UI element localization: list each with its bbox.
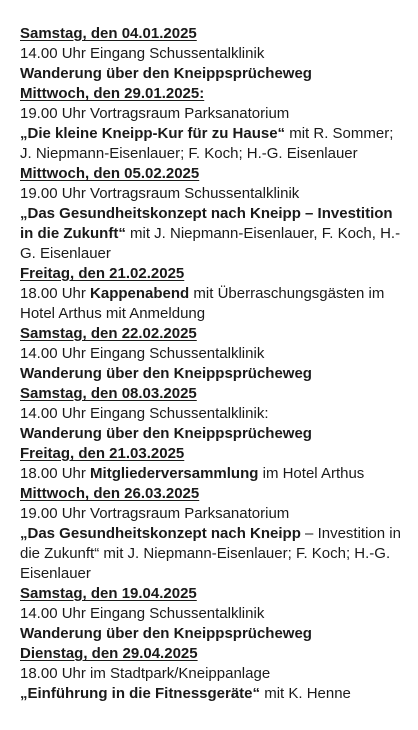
event-detail-text: 19.00 Uhr Vortragsraum Parksanatorium (20, 105, 290, 122)
event-date: Freitag, den 21.03.2025 (20, 445, 185, 462)
event-entry (20, 324, 408, 384)
event-date: Mittwoch, den 26.03.2025 (20, 485, 200, 502)
event-title: Wanderung über den Kneippsprücheweg (20, 65, 312, 82)
event-detail-line (20, 44, 408, 64)
event-entry (20, 84, 408, 164)
event-date: Mittwoch, den 05.02.2025 (20, 165, 200, 182)
event-detail-line (20, 364, 408, 384)
event-detail-text: mit K. Henne (260, 685, 351, 702)
event-title: „Die kleine Kneipp-Kur für zu Hause“ (20, 125, 286, 142)
event-detail-text: 14.00 Uhr Eingang Schussentalklinik (20, 345, 265, 362)
event-detail-line (20, 284, 408, 324)
event-date: Samstag, den 08.03.2025 (20, 385, 197, 402)
event-detail-line (20, 604, 408, 624)
event-detail-line (20, 624, 408, 644)
event-detail-line (20, 184, 408, 204)
event-detail-text: 19.00 Uhr Vortragsraum Schussentalklinik (20, 185, 300, 202)
event-title: Wanderung über den Kneippsprücheweg (20, 625, 312, 642)
event-detail-text: mit Überraschungsgästen im Hotel Arthus mit Anmeldung (20, 285, 385, 322)
event-detail-text: 18.00 Uhr im Stadtpark/Kneippanlage (20, 665, 271, 682)
event-title: Wanderung über den Kneippsprücheweg (20, 365, 312, 382)
event-detail-text: mit R. Sommer; J. Niepmann-Eisenlauer; F. Koch; H.-G. Eisenlauer (20, 125, 394, 162)
event-detail-text: 14.00 Uhr Eingang Schussentalklinik (20, 45, 265, 62)
event-detail-line (20, 404, 408, 424)
event-detail-line (20, 204, 408, 264)
event-detail-text: 18.00 Uhr (20, 285, 91, 302)
event-entry (20, 444, 408, 484)
event-date: Mittwoch, den 29.01.2025: (20, 85, 205, 102)
event-detail-text: mit J. Niepmann-Eisenlauer, F. Koch, H.-G. Eisenlauer (20, 225, 401, 262)
event-entry (20, 584, 408, 644)
event-detail-text: im Hotel Arthus (258, 465, 365, 482)
event-date: Freitag, den 21.02.2025 (20, 265, 185, 282)
event-title: „Das Gesundheitskonzept nach Kneipp (20, 525, 301, 542)
event-detail-line (20, 424, 408, 444)
event-detail-text: 19.00 Uhr Vortragsraum Parksanatorium (20, 505, 290, 522)
event-date: Samstag, den 04.01.2025 (20, 25, 197, 42)
event-detail-line (20, 344, 408, 364)
event-detail-line (20, 684, 408, 704)
event-date: Samstag, den 19.04.2025 (20, 585, 197, 602)
event-detail-text: 14.00 Uhr Eingang Schussentalklinik (20, 605, 265, 622)
event-entry (20, 384, 408, 444)
event-detail-line (20, 104, 408, 124)
event-date: Samstag, den 22.02.2025 (20, 325, 197, 342)
event-detail-line (20, 124, 408, 164)
event-title: Wanderung über den Kneippsprücheweg (20, 425, 312, 442)
event-entry (20, 264, 408, 324)
event-detail-line (20, 504, 408, 524)
event-entry (20, 484, 408, 584)
event-date: Dienstag, den 29.04.2025 (20, 645, 198, 662)
event-title: „Das Gesundheitskonzept nach Kneipp – Investition in die Zukunft“ (20, 205, 393, 242)
event-entry (20, 644, 408, 704)
event-detail-text: 18.00 Uhr (20, 465, 91, 482)
event-detail-text: – Investition in die Zukunft“ mit J. Niepmann-Eisenlauer; F. Koch; H.-G. Eisenlauer (20, 525, 401, 582)
event-entry (20, 24, 408, 84)
event-title: Mitgliederversammlung (90, 465, 259, 482)
event-title: Kappenabend (90, 285, 190, 302)
event-detail-line (20, 524, 408, 584)
event-entry (20, 164, 408, 264)
event-detail-text: 14.00 Uhr Eingang Schussentalklinik: (20, 405, 269, 422)
event-detail-line (20, 464, 408, 484)
event-detail-line (20, 664, 408, 684)
event-title: „Einführung in die Fitnessgeräte“ (20, 685, 261, 702)
event-detail-line (20, 64, 408, 84)
